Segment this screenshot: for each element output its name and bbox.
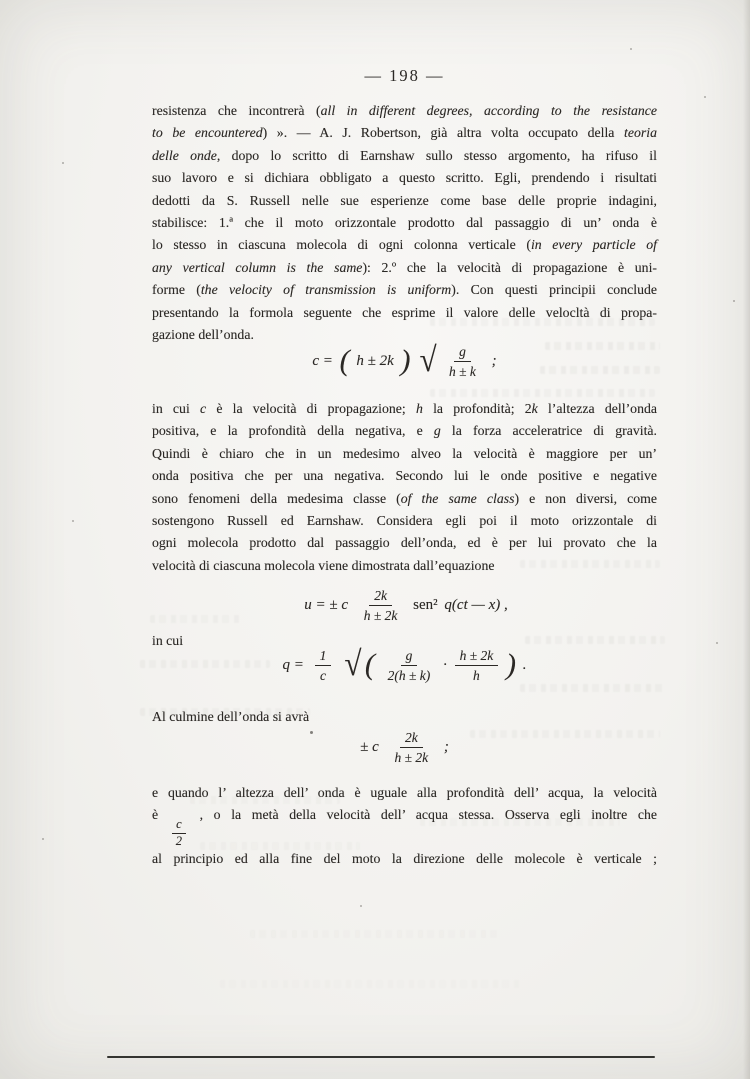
fraction-denominator: h ± k bbox=[449, 363, 476, 379]
text-segment: , dopo lo scritto di Earnshaw sullo stesso argomento, ha rifuso il bbox=[216, 147, 657, 163]
scan-edge-line bbox=[107, 1056, 655, 1058]
text-line bbox=[152, 488, 657, 510]
fraction-denominator: c bbox=[320, 667, 327, 683]
page-number: — 198 — bbox=[364, 66, 445, 85]
text-segment: k bbox=[531, 401, 538, 416]
show-through-row bbox=[220, 980, 520, 988]
text-segment: lo stesso in ciascuna molecola di ogni colonna verticale ( bbox=[152, 237, 531, 253]
paragraph-1 bbox=[152, 100, 657, 346]
text-line bbox=[152, 212, 657, 234]
formula-crest-velocity bbox=[152, 730, 657, 765]
show-through-row bbox=[430, 389, 655, 397]
ink-speck bbox=[704, 96, 706, 98]
paragraph-3 bbox=[152, 782, 657, 870]
text-line bbox=[152, 122, 657, 144]
text-segment: resistenza che incontrerà ( bbox=[152, 103, 321, 118]
text-segment: sono fenomeni della medesima classe ( bbox=[152, 490, 401, 506]
text-segment: ) ». — A. J. Robertson, già altra volta occupato della bbox=[262, 125, 625, 141]
text-segment: ). Con questi principii conclude bbox=[451, 282, 657, 298]
fraction bbox=[315, 648, 332, 683]
inline-fraction bbox=[172, 818, 186, 847]
fraction-numerator: g bbox=[401, 648, 418, 666]
formula-q: q = $\frac{1}{c}$ √ ( $\frac{g}{2(h \pm k)}$ · $\frac{h \pm 2k}{h}$ ) . bbox=[282, 643, 527, 683]
text-line bbox=[152, 302, 657, 324]
text-segment: la profondità; 2 bbox=[422, 401, 532, 416]
formula-c-lhs: c = bbox=[312, 352, 333, 369]
formula-u-argument: q(ct — x) , bbox=[444, 596, 508, 613]
fraction-numerator: 2k bbox=[400, 730, 423, 748]
fraction bbox=[383, 648, 436, 683]
text-segment: onda positiva che per una negativa. Secondo lui le onde positive e negative bbox=[152, 468, 657, 484]
text-line bbox=[152, 532, 657, 554]
text-segment: c bbox=[200, 401, 207, 416]
text-line bbox=[152, 190, 657, 212]
text-segment: ): 2.º che la velocità di propagazione è uni- bbox=[362, 259, 657, 275]
label-in-cui: in cui bbox=[152, 633, 184, 648]
ink-speck bbox=[72, 520, 74, 522]
fraction bbox=[359, 588, 403, 623]
text-segment: forme ( bbox=[152, 282, 201, 298]
fraction-numerator: c bbox=[172, 818, 186, 833]
formula-q-lhs: q = bbox=[282, 656, 304, 673]
text-line bbox=[152, 420, 657, 442]
text-segment: gazione dell’onda. bbox=[152, 327, 254, 343]
text-line bbox=[152, 848, 657, 870]
ink-speck bbox=[716, 642, 718, 644]
text-line bbox=[152, 100, 657, 122]
text-segment: e quando l’ altezza dell’ onda è uguale alla profondità dell’ acqua, la velocità bbox=[152, 785, 657, 800]
open-paren: ( bbox=[339, 343, 350, 377]
fraction-denominator: 2 bbox=[175, 833, 182, 848]
formula-molecule-velocity-u bbox=[152, 588, 657, 623]
text-segment: h bbox=[415, 401, 423, 416]
scan-right-edge bbox=[743, 0, 750, 1079]
text-segment: al principio ed alla fine del moto la direzione delle molecole è verticale ; bbox=[152, 850, 657, 866]
close-paren: ) bbox=[400, 343, 411, 377]
formula-crest-end: ; bbox=[443, 738, 449, 755]
show-through-row bbox=[525, 636, 665, 644]
close-paren: ) bbox=[505, 647, 516, 681]
text-segment: in cui bbox=[152, 401, 200, 416]
fraction bbox=[455, 648, 499, 683]
text-segment: delle onde bbox=[152, 147, 217, 163]
ink-speck bbox=[62, 162, 64, 164]
ink-speck bbox=[42, 838, 44, 840]
show-through-row bbox=[250, 930, 500, 938]
text-segment: presentando la formola seguente che esprime il valore delle velocltà di propa- bbox=[152, 304, 657, 320]
text-segment: any vertical column is the same bbox=[152, 259, 363, 275]
fraction-numerator: 1 bbox=[315, 648, 332, 666]
formula-wave-velocity-c: c = ( h ± 2k ) √ $\frac{g}{h \pm k}$ ; bbox=[312, 339, 497, 379]
text-line bbox=[152, 465, 657, 487]
fraction-denominator: h ± 2k bbox=[394, 749, 429, 765]
text-line bbox=[152, 782, 657, 804]
formula-c-paren-content: h ± 2k bbox=[356, 352, 394, 369]
label-al-culmine: Al culmine dell’onda si avrà bbox=[152, 709, 310, 724]
text-segment: positiva, e la profondità della negativa, e bbox=[152, 423, 434, 439]
ink-speck bbox=[360, 905, 362, 907]
ink-speck bbox=[630, 48, 632, 50]
text-line bbox=[152, 510, 657, 532]
text-line bbox=[152, 398, 657, 420]
formula-u-lhs: u = ± c bbox=[304, 596, 349, 613]
ink-speck bbox=[310, 731, 313, 734]
text-segment: l’altezza dell’onda bbox=[537, 401, 657, 416]
text-segment: to be encountered bbox=[152, 125, 263, 141]
text-segment: sostengono Russell ed Earnshaw. Considera egli poi il moto orizzontale di bbox=[152, 513, 657, 529]
fraction-numerator: h ± 2k bbox=[455, 648, 499, 666]
fraction-numerator: g bbox=[454, 344, 471, 362]
text-segment: è bbox=[152, 807, 169, 823]
text-line bbox=[152, 279, 657, 301]
text-segment: of the same class bbox=[400, 490, 515, 506]
text-line bbox=[152, 257, 657, 279]
text-segment: the velocity of transmission is uniform bbox=[200, 282, 452, 298]
formula-u-function: sen² bbox=[413, 596, 438, 613]
show-through-row bbox=[520, 684, 665, 692]
fraction bbox=[389, 730, 433, 765]
text-segment: in every particle of bbox=[530, 237, 658, 253]
text-line bbox=[152, 804, 657, 847]
ink-speck bbox=[733, 300, 735, 302]
text-segment: ogni molecola prodotto dal passaggio dell’onda, ed è per lui provato che la bbox=[152, 535, 657, 551]
text-segment: suo lavoro e si dichiara obbligato a questo scritto. Egli, prendendo i risultati bbox=[152, 170, 657, 186]
text-line bbox=[152, 167, 657, 189]
formula-q-end: . bbox=[522, 656, 527, 673]
text-segment: dedotti da S. Russell nelle sue esperienze come base delle proprie indagini, bbox=[152, 192, 657, 208]
text-segment: stabilisce: 1.ª che il moto orizzontale prodotto dal passaggio di un’ onda è bbox=[152, 215, 657, 231]
formula-c-end: ; bbox=[491, 352, 497, 369]
text-line bbox=[152, 555, 657, 577]
text-line bbox=[152, 145, 657, 167]
fraction-denominator: 2(h ± k) bbox=[387, 667, 431, 683]
text-line bbox=[152, 234, 657, 256]
formula-crest-lhs: ± c bbox=[360, 738, 379, 755]
text-line bbox=[152, 443, 657, 465]
text-segment: è la velocità di propagazione; bbox=[206, 401, 416, 416]
text-segment: , o la metà della velocità dell’ acqua stessa. Osserva egli inoltre che bbox=[189, 807, 657, 823]
text-segment: teoria bbox=[624, 125, 657, 141]
text-segment: Quindi è chiaro che in un medesimo alveo la velocità è maggiore per un’ bbox=[152, 445, 657, 461]
fraction-denominator: h ± 2k bbox=[363, 607, 398, 623]
text-segment: la forza acceleratrice di gravità. bbox=[440, 423, 657, 439]
text-segment: g bbox=[433, 423, 441, 439]
multiplication-dot: · bbox=[443, 656, 447, 673]
paragraph-2 bbox=[152, 398, 657, 577]
text-segment: all in different degrees, according to the resistance bbox=[320, 103, 657, 118]
text-segment: ) e non diversi, come bbox=[514, 490, 657, 506]
open-paren: ( bbox=[364, 647, 375, 681]
fraction bbox=[444, 344, 481, 379]
fraction-denominator: h bbox=[473, 667, 480, 683]
text-segment: velocità di ciascuna molecola viene dimostrata dall’equazione bbox=[152, 557, 495, 573]
fraction-numerator: 2k bbox=[369, 588, 392, 606]
